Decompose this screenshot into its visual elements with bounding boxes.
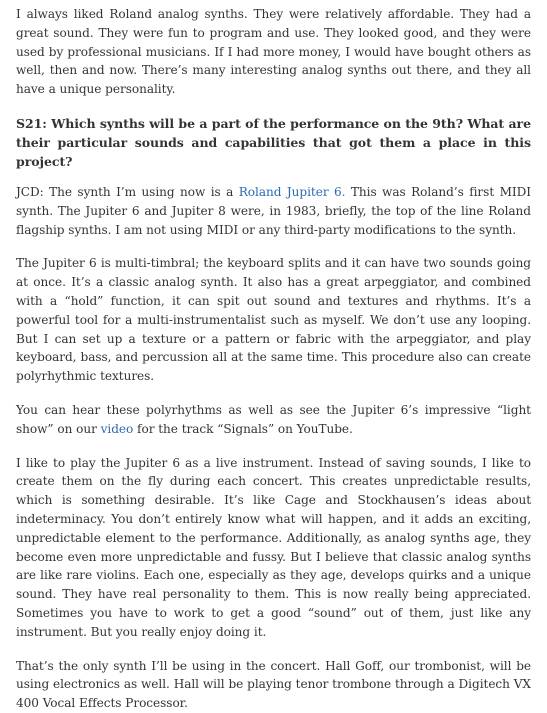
paragraph-polyrhythms: [16, 401, 531, 439]
paragraph-text: JCD: The synth I’m using now is a: [16, 184, 239, 199]
video-link[interactable]: video: [100, 421, 134, 436]
paragraph-text: You can hear these polyrhythms as well as see the Jupiter 6’s impressive “light show” on our: [16, 402, 531, 436]
paragraph-text: This was Roland’s first MIDI synth. The Jupiter 6 and Jupiter 8 were, in 1983, briefly, the top of the line Roland flagship synths. I am not using MIDI or any third-party modifications to the synth.: [16, 184, 532, 237]
paragraph-multi-timbral: The Jupiter 6 is multi-timbral; the keyboard splits and it can have two sounds going at once. It’s a classic analog synth. It also has a great arpeggiator, and combined with a “hold” function, it can spit out sound and textures and rhythms. It’s a powerful tool for a multi-instrumentalist such as myself. We don’t use any looping. But I can set up a texture or a pattern or fabric with the arpeggiator, and play keyboard, bass, and percussion all at the same time. This procedure also can create polyrhythmic textures.: [16, 256, 531, 384]
paragraph-text: for the track “Signals” on YouTube.: [133, 421, 353, 436]
paragraph-live-instrument: I like to play the Jupiter 6 as a live instrument. Instead of saving sounds, I like to create them on the fly during each concert. This creates unpredictable results, which is something desirable. It’s like Cage and Stockhausen’s ideas about indeterminacy. You don’t entirely know what will happen, and it adds an exciting, unpredictable element to the performance. Additionally, as analog synths age, they become even more unpredictable and fussy. But I believe that classic analog synths are like rare violins. Each one, especially as they age, develops quirks and a unique sound. They have real personality to them. This is now really being appreciated. Sometimes you have to work to get a good “sound” out of them, just like any instrument. But you really enjoy doing it.: [16, 455, 531, 639]
paragraph-jupiter-6-intro: [16, 183, 531, 239]
interview-question-s21: S21: Which synths will be a part of the performance on the 9th? What are their particular sounds and capabilities that got them a place in this project?: [16, 115, 531, 169]
paragraph-only-synth: That’s the only synth I’ll be using in the concert. Hall Goff, our trombonist, will be using electronics as well. Hall will be playing tenor trombone through a Digitech VX 400 Vocal Effects Processor.: [16, 658, 531, 711]
roland-jupiter-6-link[interactable]: Roland Jupiter 6.: [238, 184, 346, 199]
paragraph-roland-analog: I always liked Roland analog synths. They were relatively affordable. They had a great sound. They were fun to program and use. They looked good, and they were used by professional musicians. If I had more money, I would have bought others as well, then and now. There’s many interesting analog synths out there, and they all have a unique personality.: [16, 7, 531, 97]
